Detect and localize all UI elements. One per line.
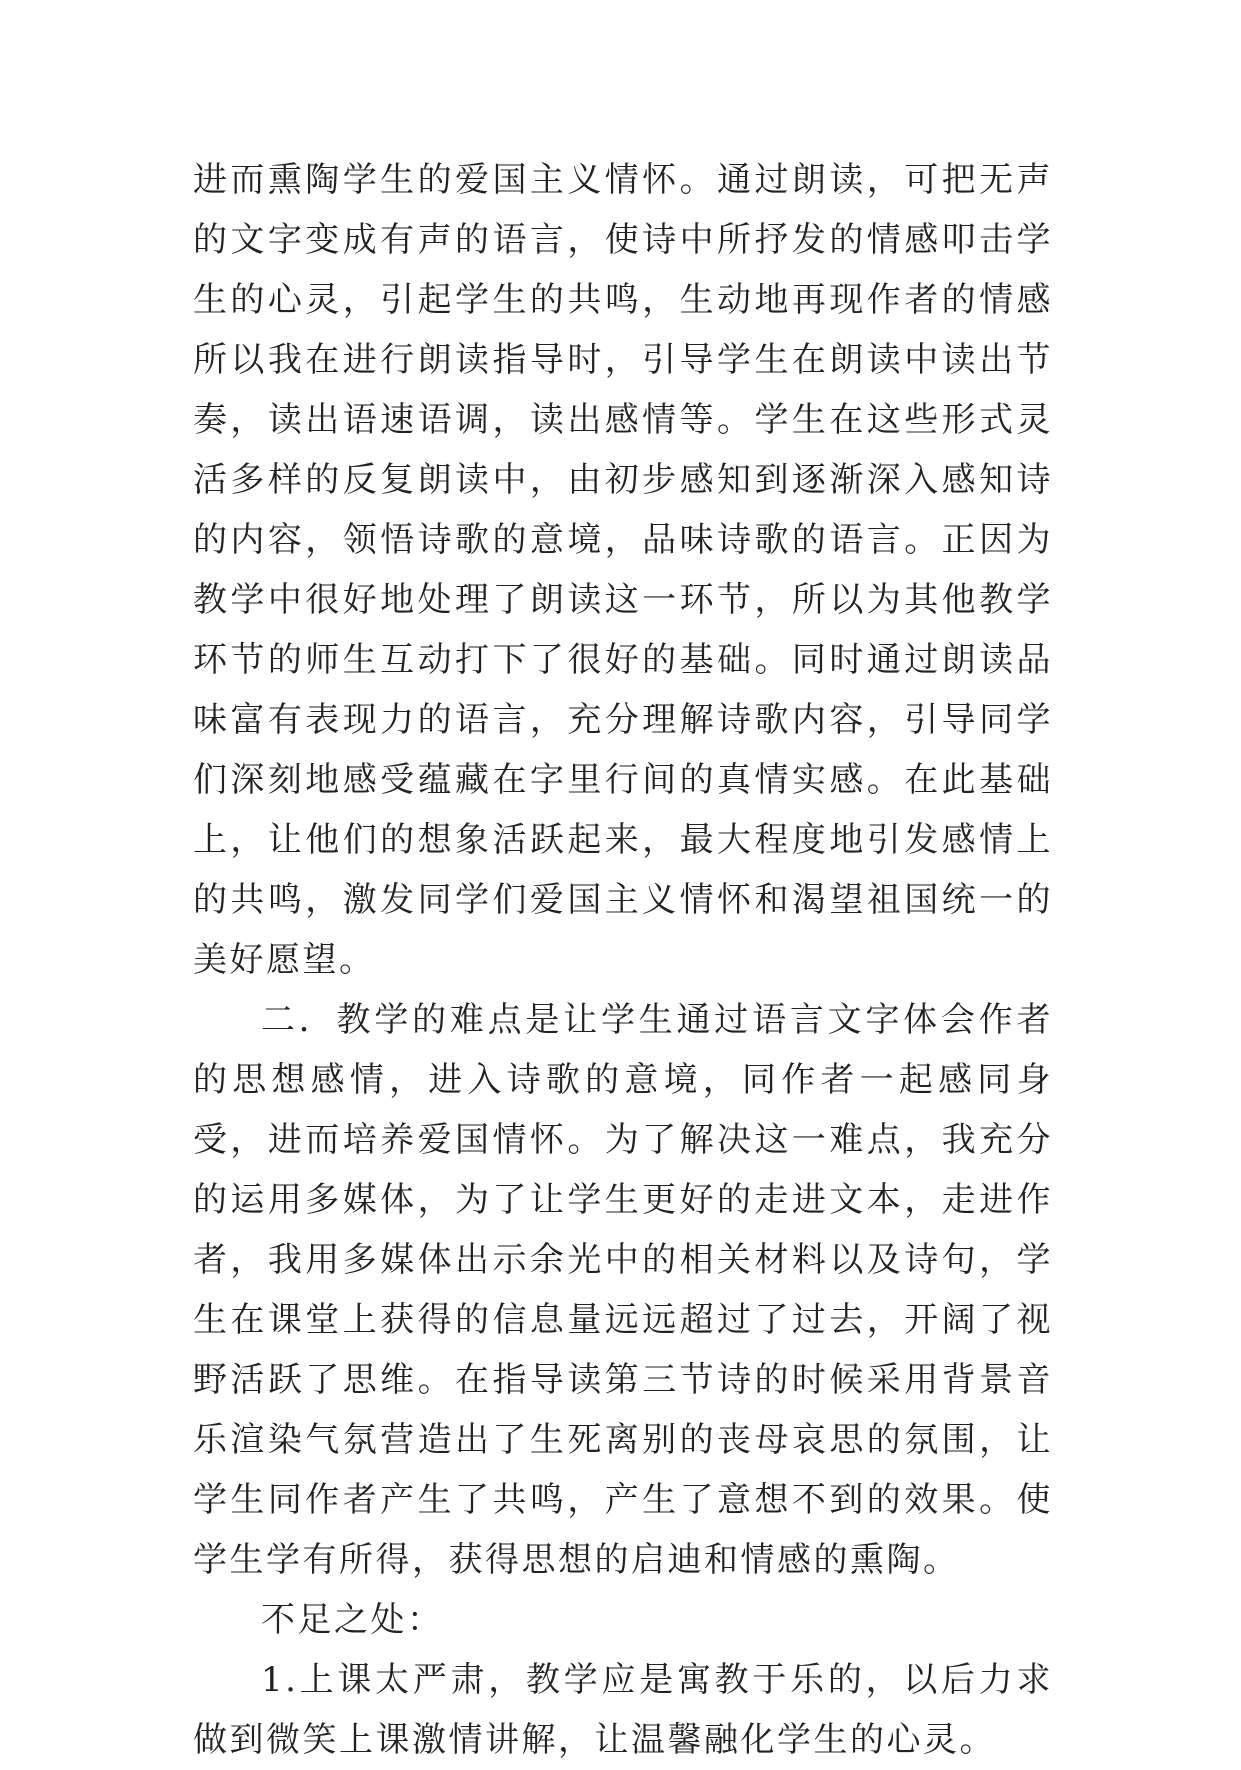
paragraph-shortcomings-heading: 不足之处： [261,1600,444,1640]
paragraph-shortcoming-1: 1.上课太严肃，教学应是寓教于乐的，以后力求做到微笑上课激情讲解，让温馨融化学生的心灵。 [193,1660,1053,1760]
paragraph-teaching-difficulty: 二．教学的难点是让学生通过语言文字体会作者的思想感情，进入诗歌的意境，同作者一起感同身受，进而培养爱国情怀。为了解决这一难点，我充分的运用多媒体，为了让学生更好的走进文本，走进作者，我用多媒体出示余光中的相关材料以及诗句，学生在课堂上获得的信息量远远超过了过去，开阔了视野活跃了思维。在指导读第三节诗的时候采用背景音乐渲染气氛营造出了生死离别的丧母哀思的氛围，让学生同作者产生了共鸣，产生了意想不到的效果。使学生学有所得，获得思想的启迪和情感的熏陶。 [193,1000,1053,1580]
paragraph-continued-reading-guidance: 进而熏陶学生的爱国主义情怀。通过朗读，可把无声的文字变成有声的语言，使诗中所抒发的情感叩击学生的心灵，引起学生的共鸣，生动地再现作者的情感所以我在进行朗读指导时，引导学生在朗读中读出节奏，读出语速语调，读出感情等。学生在这些形式灵活多样的反复朗读中，由初步感知到逐渐深入感知诗的内容，领悟诗歌的意境，品味诗歌的语言。正因为教学中很好地处理了朗读这一环节，所以为其他教学环节的师生互动打下了很好的基础。同时通过朗读品味富有表现力的语言，充分理解诗歌内容，引导同学们深刻地感受蕴藏在字里行间的真情实感。在此基础上，让他们的想象活跃起来，最大程度地引发感情上的共鸣，激发同学们爱国主义情怀和渴望祖国统一的美好愿望。 [193,160,1053,980]
document-body [193,150,1053,1770]
